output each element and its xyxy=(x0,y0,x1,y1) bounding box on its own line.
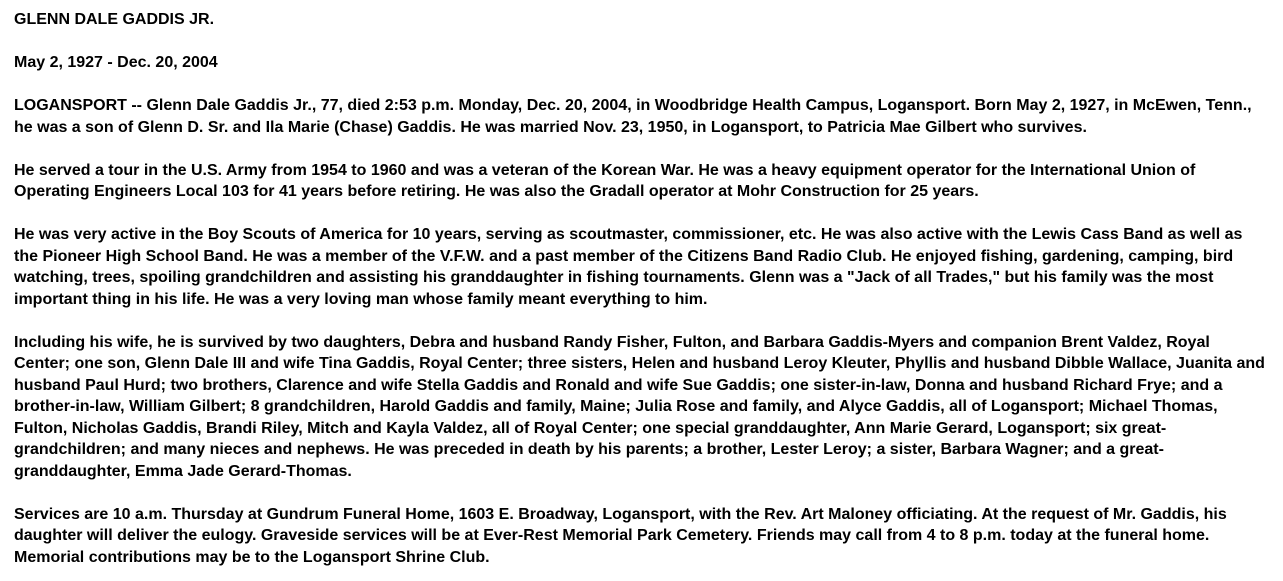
obituary-paragraph-services: Services are 10 a.m. Thursday at Gundrum Funeral Home, 1603 E. Broadway, Logansport, with the Rev. Art Maloney officiating. At the request of Mr. Gaddis, his daughter will deliver the eulogy. Graveside services will be at Ever-Rest Memorial Park Cemetery. Friends may call from 4 to 8 p.m. today at the funeral home. Memorial contributions may be to the Logansport Shrine Club. xyxy=(14,505,1227,566)
obituary-paragraph-survivors: Including his wife, he is survived by two daughters, Debra and husband Randy Fisher, Fulton, and Barbara Gaddis-Myers and companion Brent Valdez, Royal Center; one son, Glenn Dale III and wife Tina Gaddis, Royal Center; three sisters, Helen and husband Leroy Kleuter, Phyllis and husband Dibble Wallace, Juanita and husband Paul Hurd; two brothers, Clarence and wife Stella Gaddis and Ronald and wife Sue Gaddis; one sister-in-law, Donna and husband Richard Frye; and a brother-in-law, William Gilbert; 8 grandchildren, Harold Gaddis and family, Maine; Julia Rose and family, and Alyce Gaddis, all of Logansport; Michael Thomas, Fulton, Nicholas Gaddis, Brandi Riley, Mitch and Kayla Valdez, all of Royal Center; one special granddaughter, Ann Marie Gerard, Logansport; six great-grandchildren; and many nieces and nephews. He was preceded in death by his parents; a brother, Lester Leroy; a sister, Barbara Wagner; and a great- granddaughter, Emma Jade Gerard-Thomas. xyxy=(14,333,1265,480)
obituary-birth-death-dates: May 2, 1927 - Dec. 20, 2004 xyxy=(14,54,218,71)
obituary-paragraph-activities: He was very active in the Boy Scouts of America for 10 years, serving as scoutmaster, commissioner, etc. He was also active with the Lewis Cass Band as well as the Pioneer High School Band. He was a member of the V.F.W. and a past member of the Citizens Band Radio Club. He enjoyed fishing, gardening, camping, bird watching, trees, spoiling grandchildren and assisting his granddaughter in fishing tournaments. Glenn was a "Jack of all Trades," but his family was the most important thing in his life. He was a very loving man whose family meant everything to him. xyxy=(14,226,1243,308)
obituary-paragraph-death-notice: LOGANSPORT -- Glenn Dale Gaddis Jr., 77, died 2:53 p.m. Monday, Dec. 20, 2004, in Woodbridge Health Campus, Logansport. Born May 2, 1927, in McEwen, Tenn., he was a son of Glenn D. Sr. and Ila Marie (Chase) Gaddis. He was married Nov. 23, 1950, in Logansport, to Patricia Mae Gilbert who survives. xyxy=(14,97,1252,136)
obituary-name-heading: GLENN DALE GADDIS JR. xyxy=(14,11,215,28)
obituary-paragraph-career: He served a tour in the U.S. Army from 1954 to 1960 and was a veteran of the Korean War. He was a heavy equipment operator for the International Union of Operating Engineers Local 103 for 41 years before retiring. He was also the Gradall operator at Mohr Construction for 25 years. xyxy=(14,161,1196,200)
